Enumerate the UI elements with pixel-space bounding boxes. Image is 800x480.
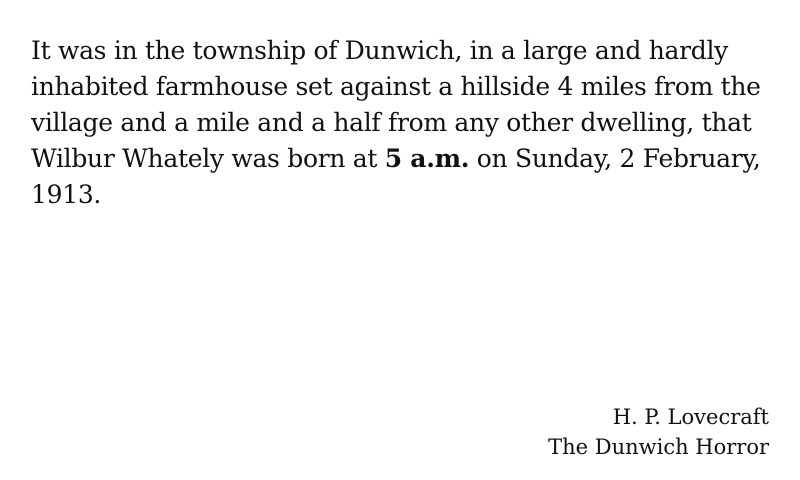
quote-passage	[31, 33, 776, 213]
author-name: H. P. Lovecraft	[612, 405, 769, 429]
quote-emphasis-time: 5 a.m.	[384, 144, 470, 173]
work-title: The Dunwich Horror	[548, 435, 769, 459]
attribution	[548, 402, 769, 462]
quote-text-before: It was in the township of Dunwich, in a large and hardly inhabited farmhouse set against a hillside 4 miles from the village and a mile and a half from any other dwelling, that Wilbur Whately was born at	[31, 36, 761, 173]
quote-text-after: on Sunday, 2 February, 1913.	[31, 144, 761, 209]
